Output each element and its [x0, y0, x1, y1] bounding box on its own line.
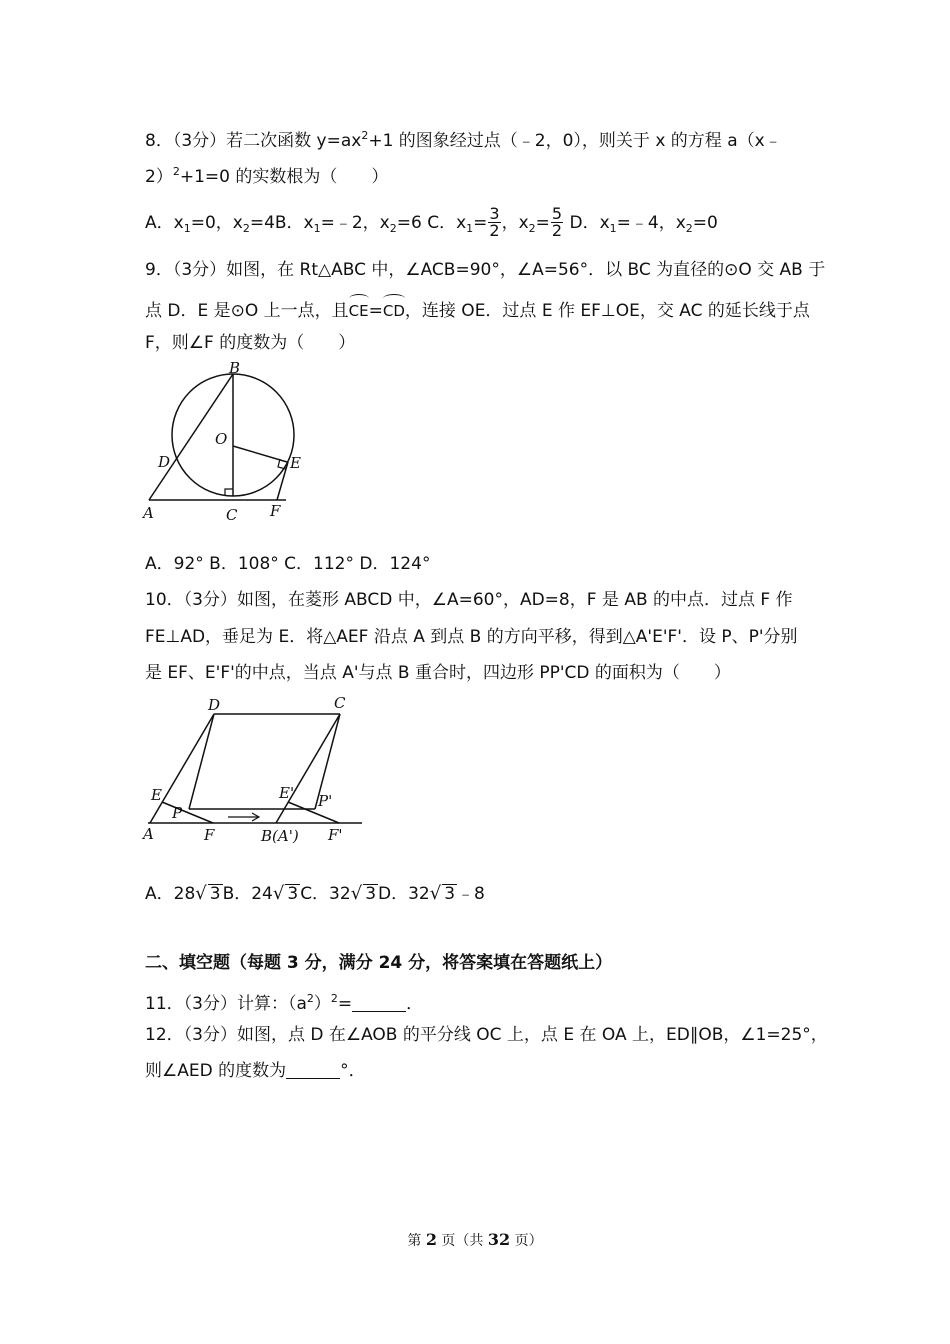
- label-c: C: [226, 506, 238, 524]
- q8-option-a: A．$x_1=0$，$x_2=4$: [145, 212, 275, 235]
- q8-line2: 2）$^2$+1=0 的实数根为（ ）: [145, 165, 389, 187]
- label-f: F: [270, 502, 281, 520]
- segment-oe: [233, 446, 287, 462]
- fraction-3-2: $\frac{3}{2}$: [489, 204, 500, 240]
- label-o: O: [215, 430, 228, 448]
- q9-line2: 点 D．E 是⊙O 上一点，且CE=CD，连接 OE．过点 E 作 EF⊥OE，交 AC 的延长线于点: [145, 295, 810, 323]
- q9-figure-circle: [140, 362, 315, 527]
- q8-line1: 8．（3分）若二次函数 $y=ax^2+1$ 的图象经过点（﹣2，0），则关于 x 的方程 a（x﹣: [145, 129, 782, 151]
- q8-option-c: C．$x_1=$ $\frac{3}{2}$ ，$x_2=$ $\frac{5}{2}$: [427, 204, 563, 240]
- q10-option-c: C．32√ 3: [300, 883, 377, 904]
- label-p-prime: P': [318, 792, 333, 810]
- label-a: A: [143, 825, 154, 843]
- q9-options: A．92° B．108° C．112° D．124°: [145, 554, 431, 574]
- answer-blank-12[interactable]: [286, 1060, 340, 1079]
- fraction-5-2: $\frac{5}{2}$: [551, 204, 563, 240]
- q10-line3: 是 EF、E'F'的中点，当点 A'与点 B 重合时，四边形 PP'CD 的面积为（ ）: [145, 663, 731, 683]
- label-b: B: [229, 362, 241, 377]
- q10-options: [145, 882, 485, 906]
- label-p: P: [172, 804, 183, 822]
- label-c: C: [334, 694, 346, 712]
- page-number: 2: [425, 1230, 437, 1249]
- q10-option-a: A．28√ 3: [145, 883, 221, 904]
- q8-option-b: B．$x_1=﹣2$，$x_2=6$: [274, 212, 422, 235]
- q12-line1: 12．（3分）如图，点 D 在∠AOB 的平分线 OC 上，点 E 在 OA 上，ED∥OB，∠1=25°，: [145, 1025, 828, 1045]
- section2-heading: 二、填空题（每题 3 分，满分 24 分，将答案填在答题纸上）: [145, 953, 613, 973]
- q9-line1: 9．（3分）如图，在 Rt△ABC 中，∠ACB=90°，∠A=56°．以 BC 为直径的⊙O 交 AB 于: [145, 260, 826, 280]
- label-b-a-prime: B(A'): [261, 827, 299, 845]
- label-e-prime: E': [279, 784, 295, 802]
- q10-line1: 10．（3分）如图，在菱形 ABCD 中，∠A=60°，AD=8，F 是 AB 的中点．过点 F 作: [145, 590, 793, 610]
- q12-line2: 则∠AED 的度数为 °．: [145, 1061, 366, 1081]
- q11-line: 11．（3分）计算：$(a^2)^2=$ ．: [145, 992, 424, 1014]
- label-d: D: [208, 696, 221, 714]
- label-e: E: [290, 454, 301, 472]
- label-a: A: [143, 504, 154, 522]
- label-e: E: [151, 786, 162, 804]
- segment-ef: [162, 802, 213, 823]
- q8-options: [145, 206, 718, 241]
- answer-blank-11[interactable]: [352, 993, 406, 1012]
- q8-option-d: D．$x_1=﹣4$，$x_2=0$: [569, 212, 718, 235]
- page-footer: 第 2 页（共 32 页）: [407, 1230, 543, 1249]
- page-total: 32: [487, 1230, 511, 1249]
- label-f-prime: F': [328, 826, 343, 844]
- label-f: F: [204, 826, 215, 844]
- segment-dp: [189, 714, 214, 809]
- arc-cd: CD: [383, 295, 405, 323]
- q10-option-d: D．32√ 3 ﹣8: [378, 883, 485, 904]
- label-d: D: [158, 453, 171, 471]
- q9-line3: F，则∠F 的度数为（ ）: [145, 333, 356, 353]
- q10-option-b: B．24√ 3: [222, 883, 299, 904]
- arc-ce: CE: [349, 295, 369, 323]
- q10-line2: FE⊥AD，垂足为 E．将△AEF 沿点 A 到点 B 的方向平移，得到△A'E'F'．设 P、P'分别: [145, 627, 798, 647]
- q10-figure-rhombus: [140, 690, 370, 850]
